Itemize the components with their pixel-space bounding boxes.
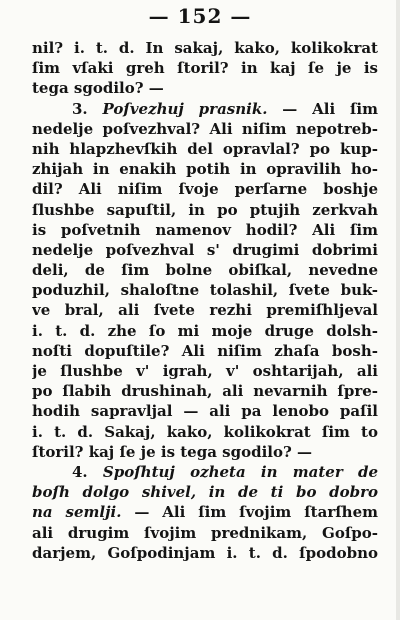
text-line (32, 159, 378, 179)
line-text: je ſlushbe v' igrah, v' oshtarijah, ali (32, 362, 378, 380)
page-number: — 152 — (148, 4, 252, 28)
text-line (32, 139, 378, 159)
text-line (32, 260, 378, 280)
text-line (32, 220, 378, 240)
line-text: dil? Ali niſim ſvoje perſarne boshje (32, 180, 378, 199)
commandment-title: Poſvezhuj prasnik. (102, 99, 283, 118)
text-line (32, 321, 378, 341)
line-text: tega sgodilo? — (32, 79, 164, 98)
line-text: — Ali ſim ſvojim ſtarſhem (134, 503, 378, 522)
line-text: ſtoril? kaj ſe je is tega sgodilo? — (32, 442, 312, 461)
line-text: po ſlabih drushinah, ali nevarnih ſpre- (32, 382, 378, 401)
text-line (32, 179, 378, 199)
line-text: noſti dopuſtile? Ali niſim zhaſa bosh- (32, 341, 378, 360)
text-line (32, 119, 378, 139)
line-text: nedelje poſvezhval? Ali niſim nepotreb- (32, 119, 378, 138)
body-text (32, 38, 378, 563)
text-line (32, 361, 378, 381)
text-line (32, 341, 378, 361)
text-line (32, 422, 378, 442)
line-text: i. t. d. Sakaj, kako, kolikokrat ſim to (32, 422, 378, 441)
line-text: nih hlapzhevſkih del opravlal? po kup- (32, 139, 378, 158)
text-line (32, 300, 378, 320)
text-line (32, 462, 378, 482)
line-text: darjem, Goſpodinjam i. t. d. ſpodobno (32, 543, 378, 562)
line-text: i. t. d. zhe ſo mi moje druge dolsh- (32, 321, 378, 340)
line-text: ali drugim ſvojim prednikam, Goſpo- (32, 523, 378, 542)
line-text: poduzhil, shaloſtne tolashil, ſvete buk- (32, 281, 378, 300)
line-text: ſim vſaki greh ſtoril? in kaj ſe je is (32, 59, 378, 78)
line-text: — Ali ſim (282, 99, 378, 118)
line-text: zhijah in enakih potih in opravilih ho- (32, 160, 378, 179)
commandment-title: boſh dolgo shivel, in de ti bo dobro (32, 483, 378, 502)
text-line (32, 543, 378, 563)
text-line (32, 401, 378, 421)
line-text: hodih sapravljal — ali pa lenobo paſil (32, 402, 378, 421)
text-line (32, 78, 378, 98)
text-line (32, 200, 378, 220)
line-text: ve bral, ali ſvete rezhi premiſhljeval (32, 301, 378, 320)
text-line (32, 381, 378, 401)
text-line (32, 482, 378, 502)
text-line (32, 58, 378, 78)
text-line (32, 442, 378, 462)
line-text: nil? i. t. d. In sakaj, kako, kolikokrat (32, 39, 378, 57)
section-number: 4. (72, 462, 103, 481)
line-text: nedelje poſvezhval s' drugimi dobrimi (32, 240, 378, 259)
text-line (32, 280, 378, 300)
text-line (32, 38, 378, 58)
commandment-title: na semlji. (32, 503, 135, 522)
text-line (32, 99, 378, 119)
commandment-title: Spoſhtuj ozheta in mater de (102, 462, 378, 481)
text-line (32, 502, 378, 522)
text-line (32, 240, 378, 260)
line-text: ſlushbe sapuſtil, in po ptujih zerkvah (32, 200, 378, 219)
text-line (32, 523, 378, 543)
line-text: deli, de ſim bolne obiſkal, nevedne (32, 261, 378, 280)
page-edge-shadow (396, 0, 400, 620)
line-text: is poſvetnih namenov hodil? Ali ſim (32, 220, 378, 239)
section-number: 3. (72, 99, 103, 118)
